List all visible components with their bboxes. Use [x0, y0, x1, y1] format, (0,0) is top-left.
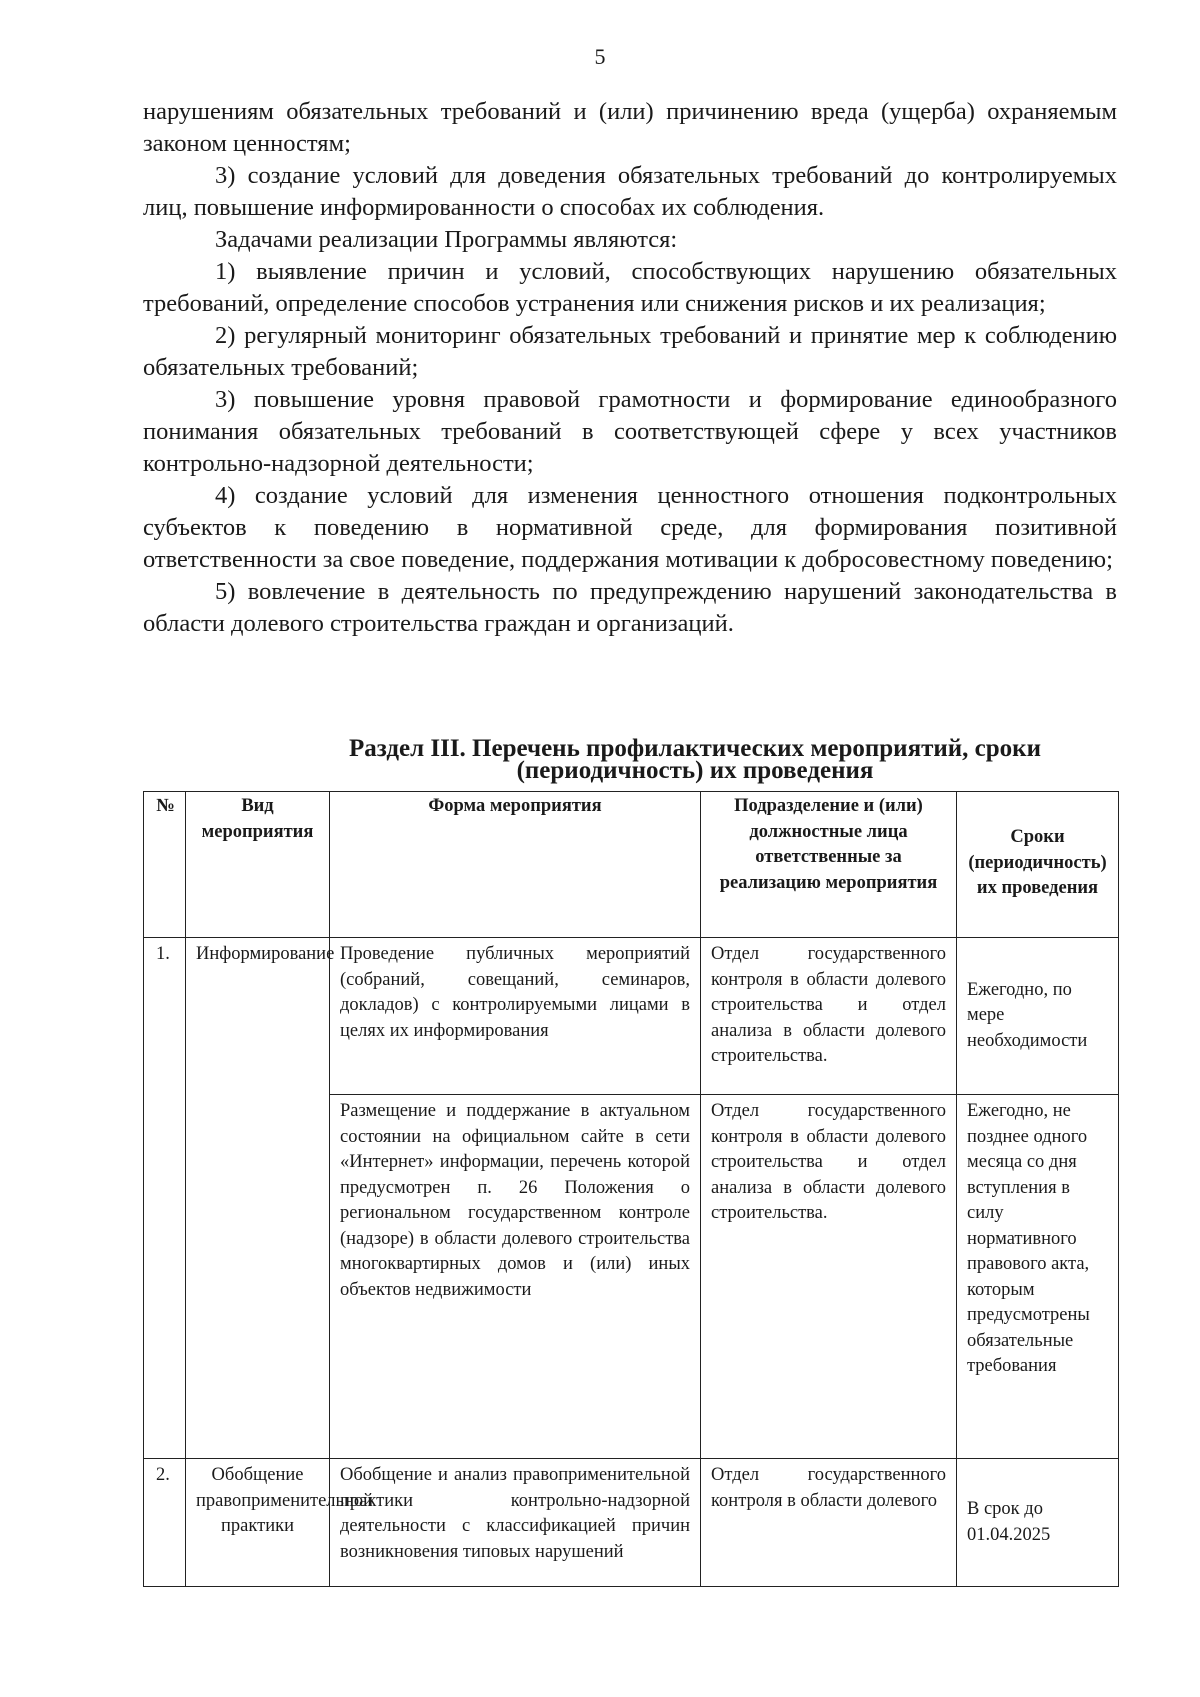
- paragraph: 4) создание условий для изменения ценностного отношения подконтрольных субъектов к поведению в нормативной среде, для формирования позитивной ответственности за свое поведение, поддержания мотивации к добросовестному поведению;: [143, 482, 1117, 573]
- paragraph: нарушениям обязательных требований и (или) причинению вреда (ущерба) охраняемым законом ценностям;: [143, 98, 1117, 157]
- table-row: [144, 1459, 1119, 1587]
- row-num: 1.: [144, 938, 186, 1459]
- row-num: 2.: [144, 1459, 186, 1587]
- row-deadline: Ежегодно, не позднее одного месяца со дня вступления в силу нормативного правового акта, которым предусмотрены обязательные требования: [957, 1095, 1119, 1459]
- header-responsible: Подразделение и (или) должностные лица ответственные за реализацию мероприятия: [701, 792, 957, 938]
- table-row: [144, 938, 1119, 1095]
- events-table: [143, 791, 1119, 1587]
- row-form: Размещение и поддержание в актуальном состоянии на официальном сайте в сети «Интернет» информации, перечень которой предусмотрен п. 26 Положения о региональном государственном контроле (надзоре) в области долевого строительства многоквартирных домов и (или) иных объектов недвижимости: [330, 1095, 701, 1459]
- paragraph: Задачами реализации Программы являются:: [215, 226, 678, 253]
- paragraph: 1) выявление причин и условий, способствующих нарушению обязательных требований, определение способов устранения или снижения рисков и их реализация;: [143, 258, 1117, 317]
- row-kind: Обобщение правоприменительной практики: [186, 1459, 330, 1587]
- row-form: Обобщение и анализ правоприменительной практики контрольно-надзорной деятельности с классификацией причин возникновения типовых нарушений: [330, 1459, 701, 1587]
- body-text: [143, 96, 1117, 640]
- header-num: №: [144, 792, 186, 938]
- section-heading: Раздел III. Перечень профилактических мероприятий, сроки (периодичность) их проведения: [348, 735, 1041, 784]
- header-deadline: Сроки (периодичность) их проведения: [957, 792, 1119, 938]
- paragraph: 2) регулярный мониторинг обязательных требований и принятие мер к соблюдению обязательных требований;: [143, 322, 1117, 381]
- paragraph: 3) создание условий для доведения обязательных требований до контролируемых лиц, повышение информированности о способах их соблюдения.: [143, 162, 1117, 221]
- row-kind: Информирование: [186, 938, 330, 1459]
- table-header-row: [144, 792, 1119, 938]
- row-responsible: Отдел государственного контроля в области долевого строительства и отдел анализа в области долевого строительства.: [701, 1095, 957, 1459]
- row-deadline: Ежегодно, по мере необходимости: [957, 938, 1119, 1095]
- row-responsible: Отдел государственного контроля в области долевого строительства и отдел анализа в области долевого строительства.: [701, 938, 957, 1095]
- row-responsible: Отдел государственного контроля в области долевого: [701, 1459, 957, 1587]
- header-form: Форма мероприятия: [330, 792, 701, 938]
- paragraph: 3) повышение уровня правовой грамотности и формирование единообразного понимания обязательных требований в соответствующей сфере у всех участников контрольно-надзорной деятельности;: [143, 386, 1117, 477]
- page-number: 5: [594, 44, 606, 69]
- row-form: Проведение публичных мероприятий (собраний, совещаний, семинаров, докладов) с контролируемыми лицами в целях их информирования: [330, 938, 701, 1095]
- header-kind: Вид мероприятия: [186, 792, 330, 938]
- row-deadline: В срок до 01.04.2025: [957, 1459, 1119, 1587]
- paragraph: 5) вовлечение в деятельность по предупреждению нарушений законодательства в области долевого строительства граждан и организаций.: [143, 578, 1117, 637]
